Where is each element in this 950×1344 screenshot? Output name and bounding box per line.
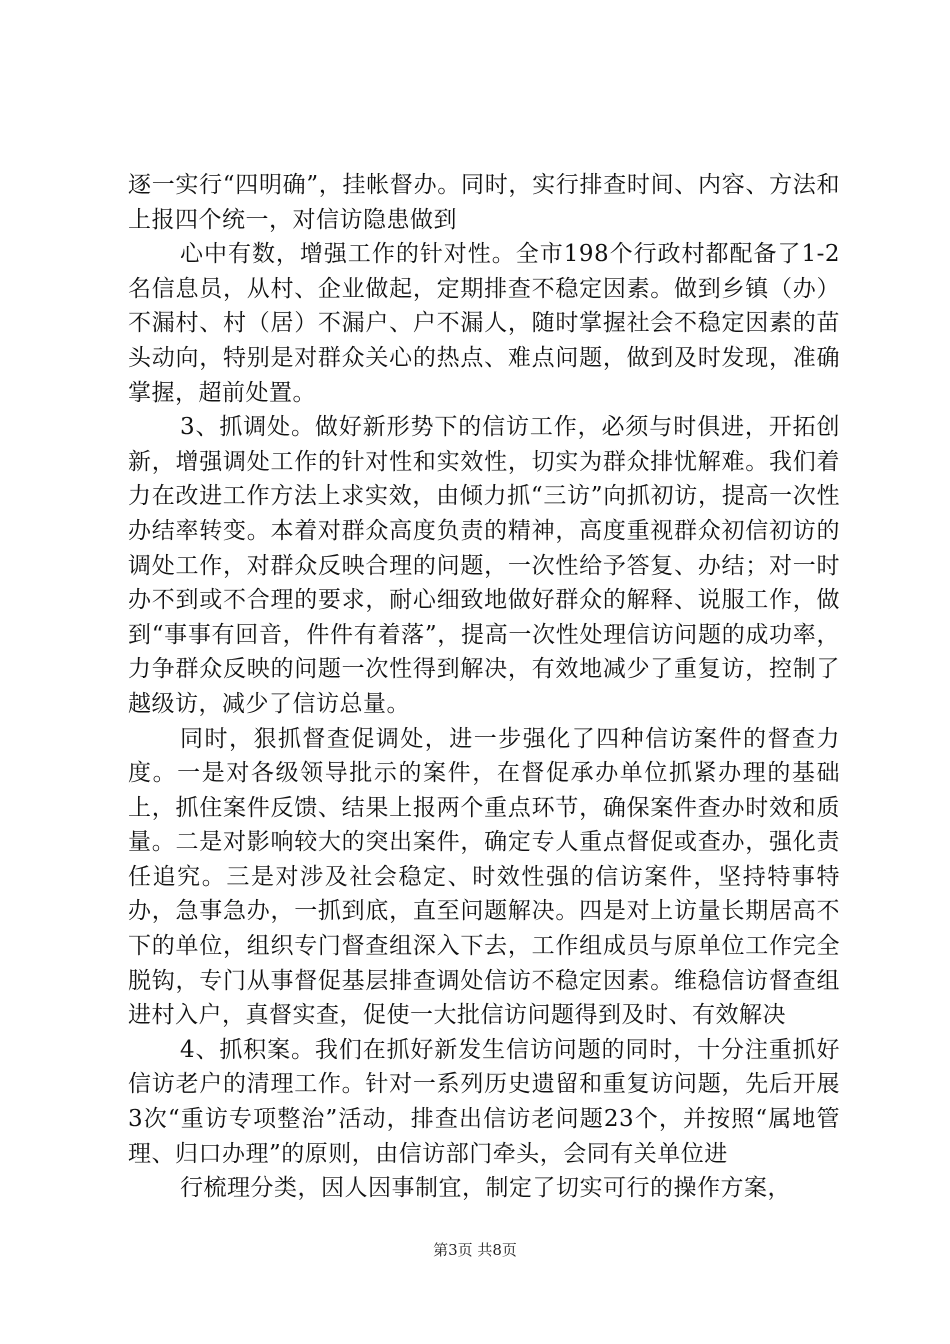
- paragraph-4: 同时，狠抓督查促调处，进一步强化了四种信访案件的督查力度。一是对各级领导批示的案件，在督促承办单位抓紧办理的基础上，抓住案件反馈、结果上报两个重点环节，确保案件查办时效和质量。二是对影响较大的突出案件，确定专人重点督促或查办，强化责任追究。三是对涉及社会稳定、时效性强的信访案件，坚持特事特办，急事急办，一抓到底，直至问题解决。四是对上访量长期居高不下的单位，组织专门督查组深入下去，工作组成员与原单位工作完全脱钩，专门从事督促基层排查调处信访不稳定因素。维稳信访督查组进村入户，真督实查，促使一大批信访问题得到及时、有效解决: [128, 725, 840, 1029]
- page-footer: 第3页 共8页: [433, 1241, 517, 1259]
- paragraph-2: 心中有数，增强工作的针对性。全市198个行政村都配备了1-2名信息员，从村、企业做起，定期排查不稳定因素。做到乡镇（办）不漏村、村（居）不漏户、户不漏人，随时掌握社会不稳定因素的苗头动向，特别是对群众关心的热点、难点问题，做到及时发现，准确掌握，超前处置。: [128, 241, 840, 406]
- paragraph-6: 行梳理分类，因人因事制宜，制定了切实可行的操作方案，: [180, 1175, 791, 1202]
- paragraph-5: 4、抓积案。我们在抓好新发生信访问题的同时，十分注重抓好信访老户的清理工作。针对一系列历史遗留和重复访问题，先后开展3次“重访专项整治”活动，排查出信访老问题23个，并按照“属地管理、归口办理”的原则，由信访部门牵头，会同有关单位进: [128, 1036, 840, 1167]
- paragraph-3: 3、抓调处。做好新形势下的信访工作，必须与时俱进，开拓创新，增强调处工作的针对性和实效性，切实为群众排忧解难。我们着力在改进工作方法上求实效，由倾力抓“三访”向抓初访，提高一次性办结率转变。本着对群众高度负责的精神，高度重视群众初信初访的调处工作，对群众反映合理的问题，一次性给予答复、办结；对一时办不到或不合理的要求，耐心细致地做好群众的解释、说服工作，做到“事事有回音，件件有着落”，提高一次性处理信访问题的成功率，力争群众反映的问题一次性得到解决，有效地减少了重复访，控制了越级访，减少了信访总量。: [128, 414, 840, 717]
- paragraph-1: 逐一实行“四明确”，挂帐督办。同时，实行排查时间、内容、方法和上报四个统一，对信访隐患做到: [128, 172, 840, 233]
- document-body: [128, 168, 840, 1206]
